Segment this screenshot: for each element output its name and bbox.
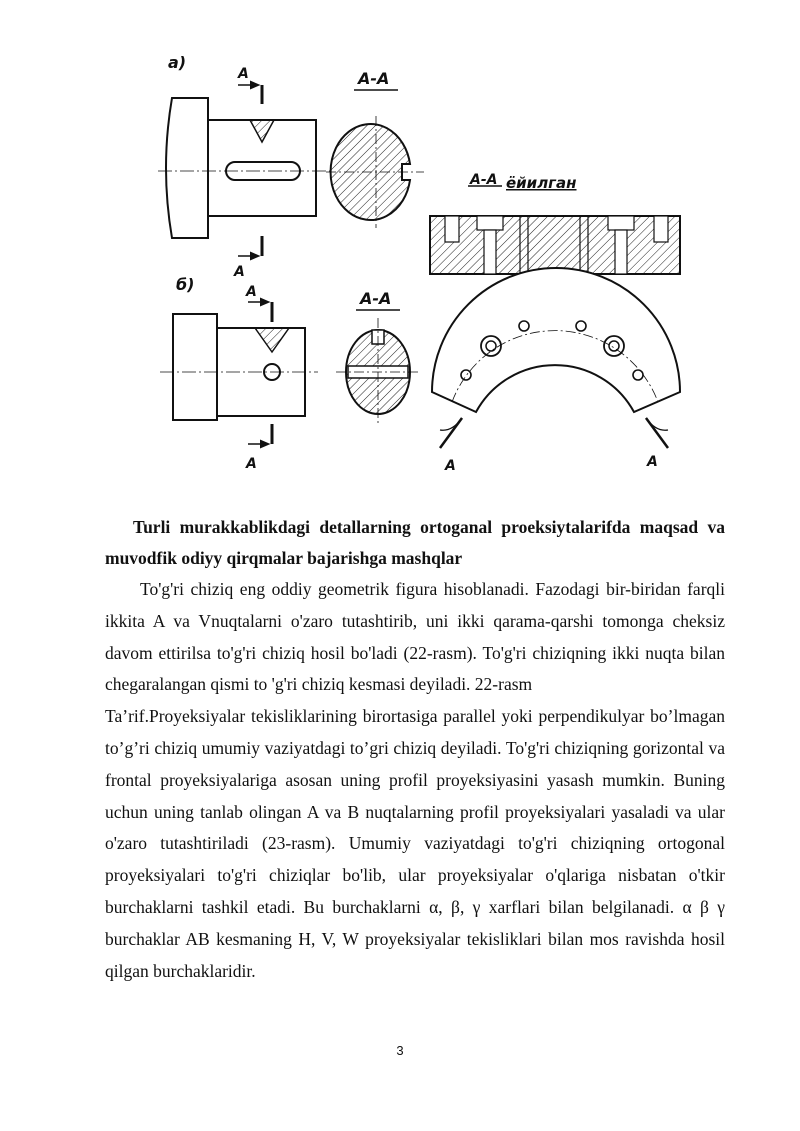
section-mark-b-bottom: А bbox=[246, 456, 257, 472]
page-number: 3 bbox=[396, 1043, 404, 1058]
shaft-view-a bbox=[158, 82, 330, 259]
cross-section-b bbox=[336, 318, 420, 424]
section-label-a: А-А bbox=[358, 69, 390, 88]
developed-section bbox=[430, 216, 680, 274]
section-label-b: А-А bbox=[360, 289, 392, 308]
text-block bbox=[105, 512, 725, 987]
shaft-view-b bbox=[160, 299, 318, 447]
cross-section-a bbox=[326, 116, 424, 228]
rotated-label-word: ёйилган bbox=[506, 174, 577, 192]
section-heading: Turli murakkablikdagi detallarning ortoganal proeksiytalarifda maqsad va muvodfik odiyy qirqmalar bajarishga mashqlar bbox=[105, 517, 725, 568]
arc-mark-left: А bbox=[445, 458, 456, 474]
label-b: б) bbox=[176, 275, 195, 294]
arc-plate bbox=[432, 268, 680, 448]
arc-mark-right: А bbox=[647, 454, 658, 470]
rotated-label-prefix: А-А bbox=[470, 172, 498, 188]
label-a: а) bbox=[168, 53, 187, 72]
section-mark-b-top: А bbox=[246, 284, 257, 300]
paragraph-1: To'g'ri chiziq eng oddiy geometrik figura hisoblanadi. Fazodagi bir-biridan farqli ikkita A va Vnuqtalarni o'zaro tutashtirib, uni ikki qarama-qarshi tomonga cheksiz davom ettirilsa to'g'ri chiziq hosil bo'ladi (22-rasm). To'g'ri chiziqning ikki nuqta bilan chegaralangan qismi to 'g'ri chiziq kesmasi deyiladi. 22-rasm bbox=[105, 579, 725, 695]
technical-drawing-figure bbox=[150, 40, 690, 480]
section-mark-a-top: А bbox=[238, 66, 249, 82]
paragraph-2: Ta’rif.Proyeksiyalar tekisliklarining birortasiga parallel yoki perpendikulyar bo’lmagan to’g’ri chiziq umumiy vaziyatdagi to’gri chiziq deyiladi. To'g'ri chiziqning gorizontal va frontal proyeksiyalariga asosan uning profil proyeksiyasini yasash mumkin. Buning uchun uning tanlab olingan A va B nuqtalarning profil proyeksiyalari yasaladi va ular o'zaro tutashtiriladi (23-rasm). Umumiy vaziyatdagi to'g'ri chiziqning ortogonal proyeksiyalari to'g'ri chiziqlar bo'lib, ular proyeksiyalar o'qlariga nisbatan o'tkir burchaklarni tashkil etadi. Bu burchaklarni α, β, γ xarflari bilan belgilanadi. α β γ burchaklar AB kesmaning H, V, W proyeksiyalar tekisliklari bilan mos ravishda hosil qilgan burchaklaridir. bbox=[105, 706, 725, 981]
section-mark-a-bottom: А bbox=[234, 264, 245, 280]
